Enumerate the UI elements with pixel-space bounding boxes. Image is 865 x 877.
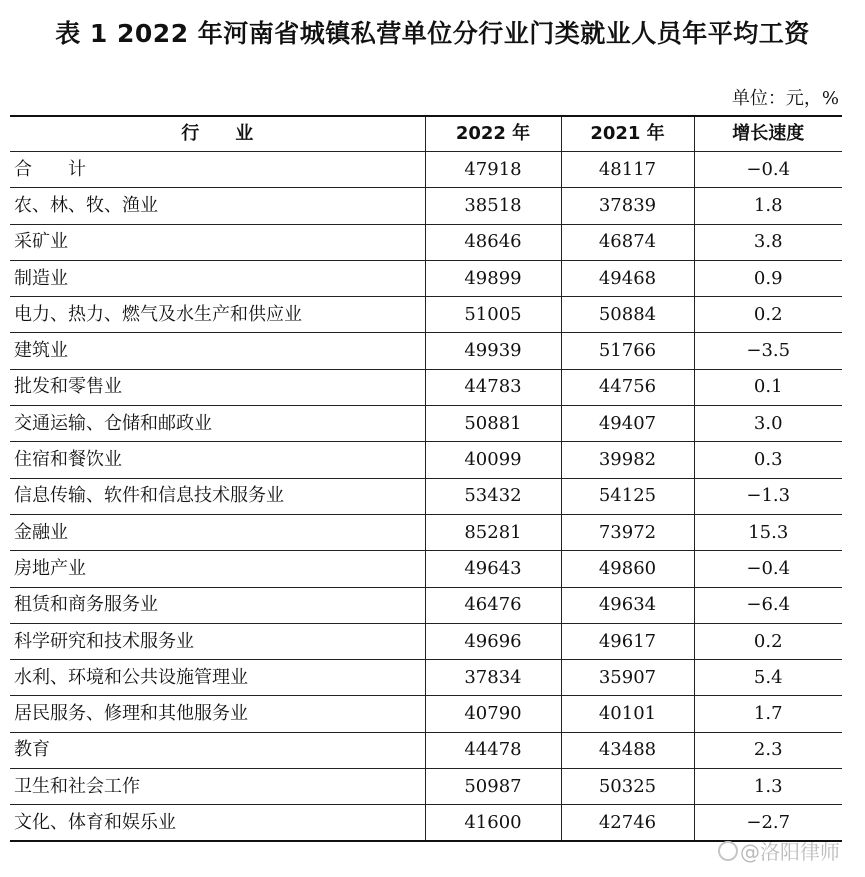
- value-2021-cell: 46874: [561, 224, 694, 260]
- table-row: [10, 442, 842, 478]
- value-2021-cell: 54125: [561, 478, 694, 514]
- value-2021-cell: 44756: [561, 369, 694, 405]
- table-row: [10, 369, 842, 405]
- value-2022-cell: 85281: [425, 514, 561, 550]
- table-body: [10, 152, 842, 842]
- industry-cell: 农、林、牧、渔业: [10, 188, 425, 224]
- growth-cell: 15.3: [694, 514, 842, 550]
- table-row: [10, 660, 842, 696]
- growth-cell: 0.3: [694, 442, 842, 478]
- value-2021-cell: 51766: [561, 333, 694, 369]
- value-2022-cell: 37834: [425, 660, 561, 696]
- value-2021-cell: 48117: [561, 152, 694, 188]
- table-row: [10, 297, 842, 333]
- header-row: [10, 116, 842, 152]
- table-row: [10, 478, 842, 514]
- growth-cell: 0.2: [694, 297, 842, 333]
- value-2021-cell: 40101: [561, 696, 694, 732]
- watermark-text: @洛阳律师: [740, 840, 840, 864]
- value-2021-cell: 39982: [561, 442, 694, 478]
- value-2022-cell: 51005: [425, 297, 561, 333]
- table-row: [10, 260, 842, 296]
- growth-cell: 3.0: [694, 406, 842, 442]
- industry-cell: 信息传输、软件和信息技术服务业: [10, 478, 425, 514]
- industry-cell: 制造业: [10, 260, 425, 296]
- value-2021-cell: 73972: [561, 514, 694, 550]
- industry-cell: 文化、体育和娱乐业: [10, 805, 425, 841]
- table-row: [10, 623, 842, 659]
- value-2022-cell: 49643: [425, 551, 561, 587]
- industry-cell: 建筑业: [10, 333, 425, 369]
- value-2022-cell: 38518: [425, 188, 561, 224]
- header-industry: 行 业: [10, 116, 425, 152]
- value-2022-cell: 50881: [425, 406, 561, 442]
- growth-cell: 1.7: [694, 696, 842, 732]
- value-2022-cell: 53432: [425, 478, 561, 514]
- industry-cell: 金融业: [10, 514, 425, 550]
- value-2022-cell: 49696: [425, 623, 561, 659]
- industry-cell: 科学研究和技术服务业: [10, 623, 425, 659]
- table-row: [10, 224, 842, 260]
- table-row: [10, 696, 842, 732]
- value-2021-cell: 37839: [561, 188, 694, 224]
- table-title: 表 1 2022 年河南省城镇私营单位分行业门类就业人员年平均工资: [55, 19, 810, 48]
- growth-cell: 1.8: [694, 188, 842, 224]
- value-2021-cell: 35907: [561, 660, 694, 696]
- industry-cell: 电力、热力、燃气及水生产和供应业: [10, 297, 425, 333]
- growth-cell: 0.2: [694, 623, 842, 659]
- value-2022-cell: 44783: [425, 369, 561, 405]
- value-2022-cell: 50987: [425, 769, 561, 805]
- value-2022-cell: 44478: [425, 732, 561, 768]
- table-row: [10, 587, 842, 623]
- growth-cell: 3.8: [694, 224, 842, 260]
- growth-cell: 0.1: [694, 369, 842, 405]
- value-2021-cell: 49634: [561, 587, 694, 623]
- growth-cell: 0.9: [694, 260, 842, 296]
- table-row: [10, 406, 842, 442]
- industry-cell: 居民服务、修理和其他服务业: [10, 696, 425, 732]
- header-2022: 2022 年: [425, 116, 561, 152]
- table-row: [10, 551, 842, 587]
- watermark: [718, 836, 840, 865]
- weibo-icon: [718, 841, 738, 861]
- value-2021-cell: 42746: [561, 805, 694, 841]
- value-2021-cell: 50325: [561, 769, 694, 805]
- growth-cell: −2.7: [694, 805, 842, 841]
- value-2021-cell: 49860: [561, 551, 694, 587]
- header-growth: 增长速度: [694, 116, 842, 152]
- value-2022-cell: 40790: [425, 696, 561, 732]
- table-row: [10, 188, 842, 224]
- industry-cell: 租赁和商务服务业: [10, 587, 425, 623]
- value-2021-cell: 43488: [561, 732, 694, 768]
- growth-cell: 1.3: [694, 769, 842, 805]
- value-2022-cell: 48646: [425, 224, 561, 260]
- industry-cell: 住宿和餐饮业: [10, 442, 425, 478]
- table-row: [10, 732, 842, 768]
- table-row: [10, 333, 842, 369]
- value-2022-cell: 49899: [425, 260, 561, 296]
- value-2022-cell: 41600: [425, 805, 561, 841]
- value-2021-cell: 50884: [561, 297, 694, 333]
- table-row: [10, 514, 842, 550]
- industry-cell: 房地产业: [10, 551, 425, 587]
- value-2022-cell: 40099: [425, 442, 561, 478]
- growth-cell: −6.4: [694, 587, 842, 623]
- growth-cell: −1.3: [694, 478, 842, 514]
- growth-cell: −0.4: [694, 152, 842, 188]
- industry-cell: 合 计: [10, 152, 425, 188]
- growth-cell: −0.4: [694, 551, 842, 587]
- value-2022-cell: 46476: [425, 587, 561, 623]
- industry-cell: 批发和零售业: [10, 369, 425, 405]
- growth-cell: 5.4: [694, 660, 842, 696]
- industry-cell: 教育: [10, 732, 425, 768]
- value-2021-cell: 49468: [561, 260, 694, 296]
- header-2021: 2021 年: [561, 116, 694, 152]
- industry-cell: 水利、环境和公共设施管理业: [10, 660, 425, 696]
- value-2021-cell: 49617: [561, 623, 694, 659]
- industry-cell: 卫生和社会工作: [10, 769, 425, 805]
- industry-cell: 采矿业: [10, 224, 425, 260]
- value-2022-cell: 47918: [425, 152, 561, 188]
- growth-cell: 2.3: [694, 732, 842, 768]
- industry-cell: 交通运输、仓储和邮政业: [10, 406, 425, 442]
- value-2022-cell: 49939: [425, 333, 561, 369]
- table-row: [10, 152, 842, 188]
- value-2021-cell: 49407: [561, 406, 694, 442]
- growth-cell: −3.5: [694, 333, 842, 369]
- wage-table: [10, 115, 842, 842]
- table-row: [10, 769, 842, 805]
- unit-label: 单位：元，%: [731, 88, 839, 109]
